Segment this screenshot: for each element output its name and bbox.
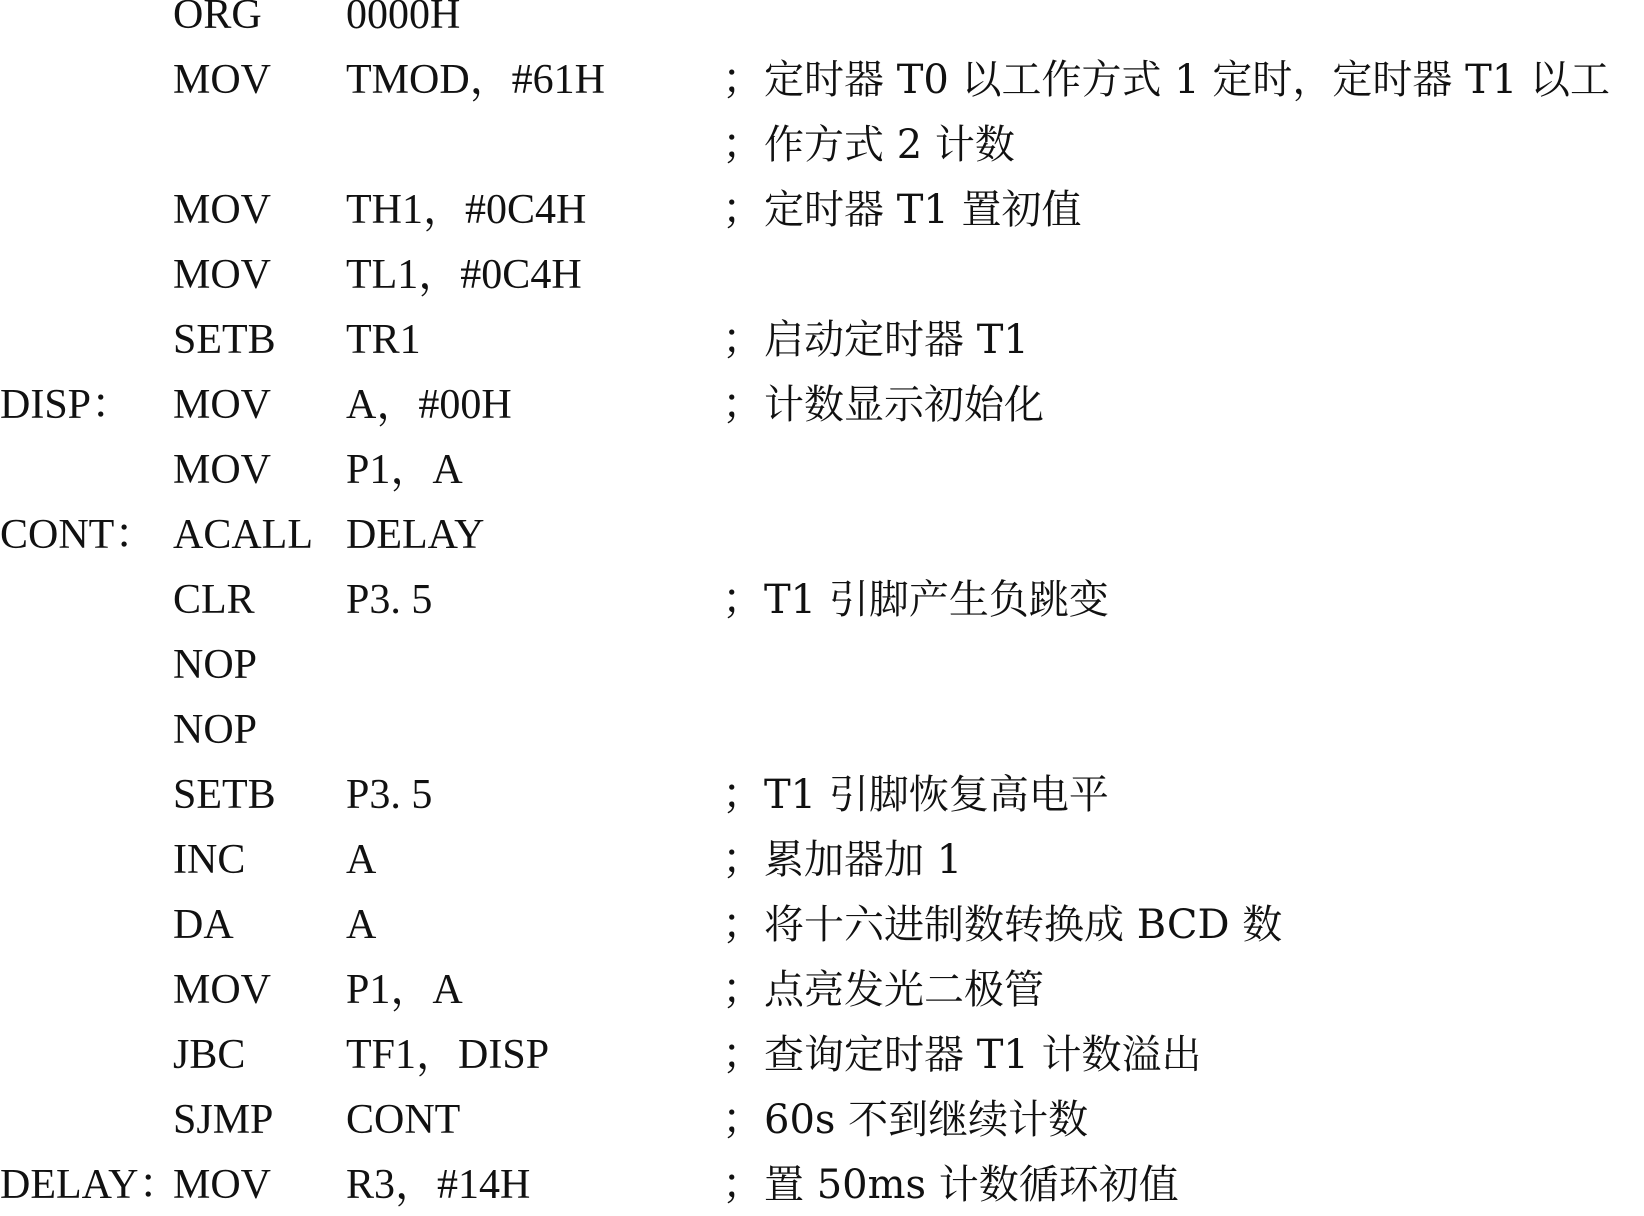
opcode: SETB [173,772,276,818]
opcode: JBC [173,1032,246,1078]
comment: 累加器加 1 [764,837,963,883]
opcode: CLR [173,577,255,623]
operands: CONT [346,1097,461,1143]
line-label: DELAY： [0,1162,181,1208]
opcode: MOV [173,382,272,428]
comment: 作方式 2 计数 [764,122,1015,168]
comment-marker: ； [722,902,765,948]
comment: 定时器 T0 以工作方式 1 定时，定时器 T1 以工 [764,57,1610,103]
operands: A [346,902,377,948]
comment: 置 50ms 计数循环初值 [764,1162,1179,1208]
code-line [0,894,1644,956]
code-line [0,959,1644,1021]
code-line [0,244,1644,306]
operands: P1，A [346,447,463,493]
opcode: SETB [173,317,276,363]
code-line [0,1154,1644,1216]
comment: 点亮发光二极管 [764,967,1044,1013]
comment-marker: ； [722,577,765,623]
comment-marker: ； [722,57,765,103]
code-line [0,764,1644,826]
comment-marker: ； [722,837,765,883]
comment-marker: ； [722,772,765,818]
opcode: ORG [173,0,262,38]
comment: 计数显示初始化 [764,382,1044,428]
opcode: MOV [173,57,272,103]
comment-marker: ； [722,317,765,363]
operands: TF1，DISP [346,1032,550,1078]
code-line [0,569,1644,631]
comment-marker: ； [722,122,765,168]
operands: A [346,837,377,883]
operands: TL1，#0C4H [346,252,582,298]
opcode: MOV [173,447,272,493]
code-line [0,504,1644,566]
code-line [0,114,1644,176]
code-line [0,699,1644,761]
comment: 查询定时器 T1 计数溢出 [764,1032,1202,1078]
comment-marker: ； [722,1097,765,1143]
code-line [0,439,1644,501]
operands: R3，#14H [346,1162,531,1208]
comment-marker: ； [722,187,765,233]
opcode: ACALL [173,512,313,558]
opcode: DA [173,902,234,948]
code-line [0,1024,1644,1086]
opcode: NOP [173,642,258,688]
operands: P3. 5 [346,577,433,623]
line-label: CONT： [0,512,157,558]
line-label: DISP： [0,382,134,428]
comment: T1 引脚产生负跳变 [764,577,1109,623]
code-line [0,374,1644,436]
comment-marker: ； [722,967,765,1013]
operands: 0000H [346,0,461,38]
operands: P3. 5 [346,772,433,818]
code-line [0,0,1644,46]
comment: 定时器 T1 置初值 [764,187,1082,233]
opcode: SJMP [173,1097,274,1143]
operands: TR1 [346,317,421,363]
comment: 将十六进制数转换成 BCD 数 [764,902,1283,948]
comment: 60s 不到继续计数 [764,1097,1089,1143]
code-line [0,829,1644,891]
comment: T1 引脚恢复高电平 [764,772,1109,818]
operands: P1，A [346,967,463,1013]
comment-marker: ； [722,1162,765,1208]
opcode: MOV [173,187,272,233]
code-line [0,1089,1644,1151]
operands: TH1，#0C4H [346,187,587,233]
opcode: NOP [173,707,258,753]
comment: 启动定时器 T1 [764,317,1029,363]
code-line [0,179,1644,241]
operands: A，#00H [346,382,512,428]
comment-marker: ； [722,382,765,428]
opcode: INC [173,837,246,883]
operands: TMOD，#61H [346,57,605,103]
opcode: MOV [173,967,272,1013]
comment-marker: ； [722,1032,765,1078]
operands: DELAY [346,512,485,558]
code-line [0,49,1644,111]
code-line [0,634,1644,696]
opcode: MOV [173,252,272,298]
opcode: MOV [173,1162,272,1208]
code-line [0,309,1644,371]
